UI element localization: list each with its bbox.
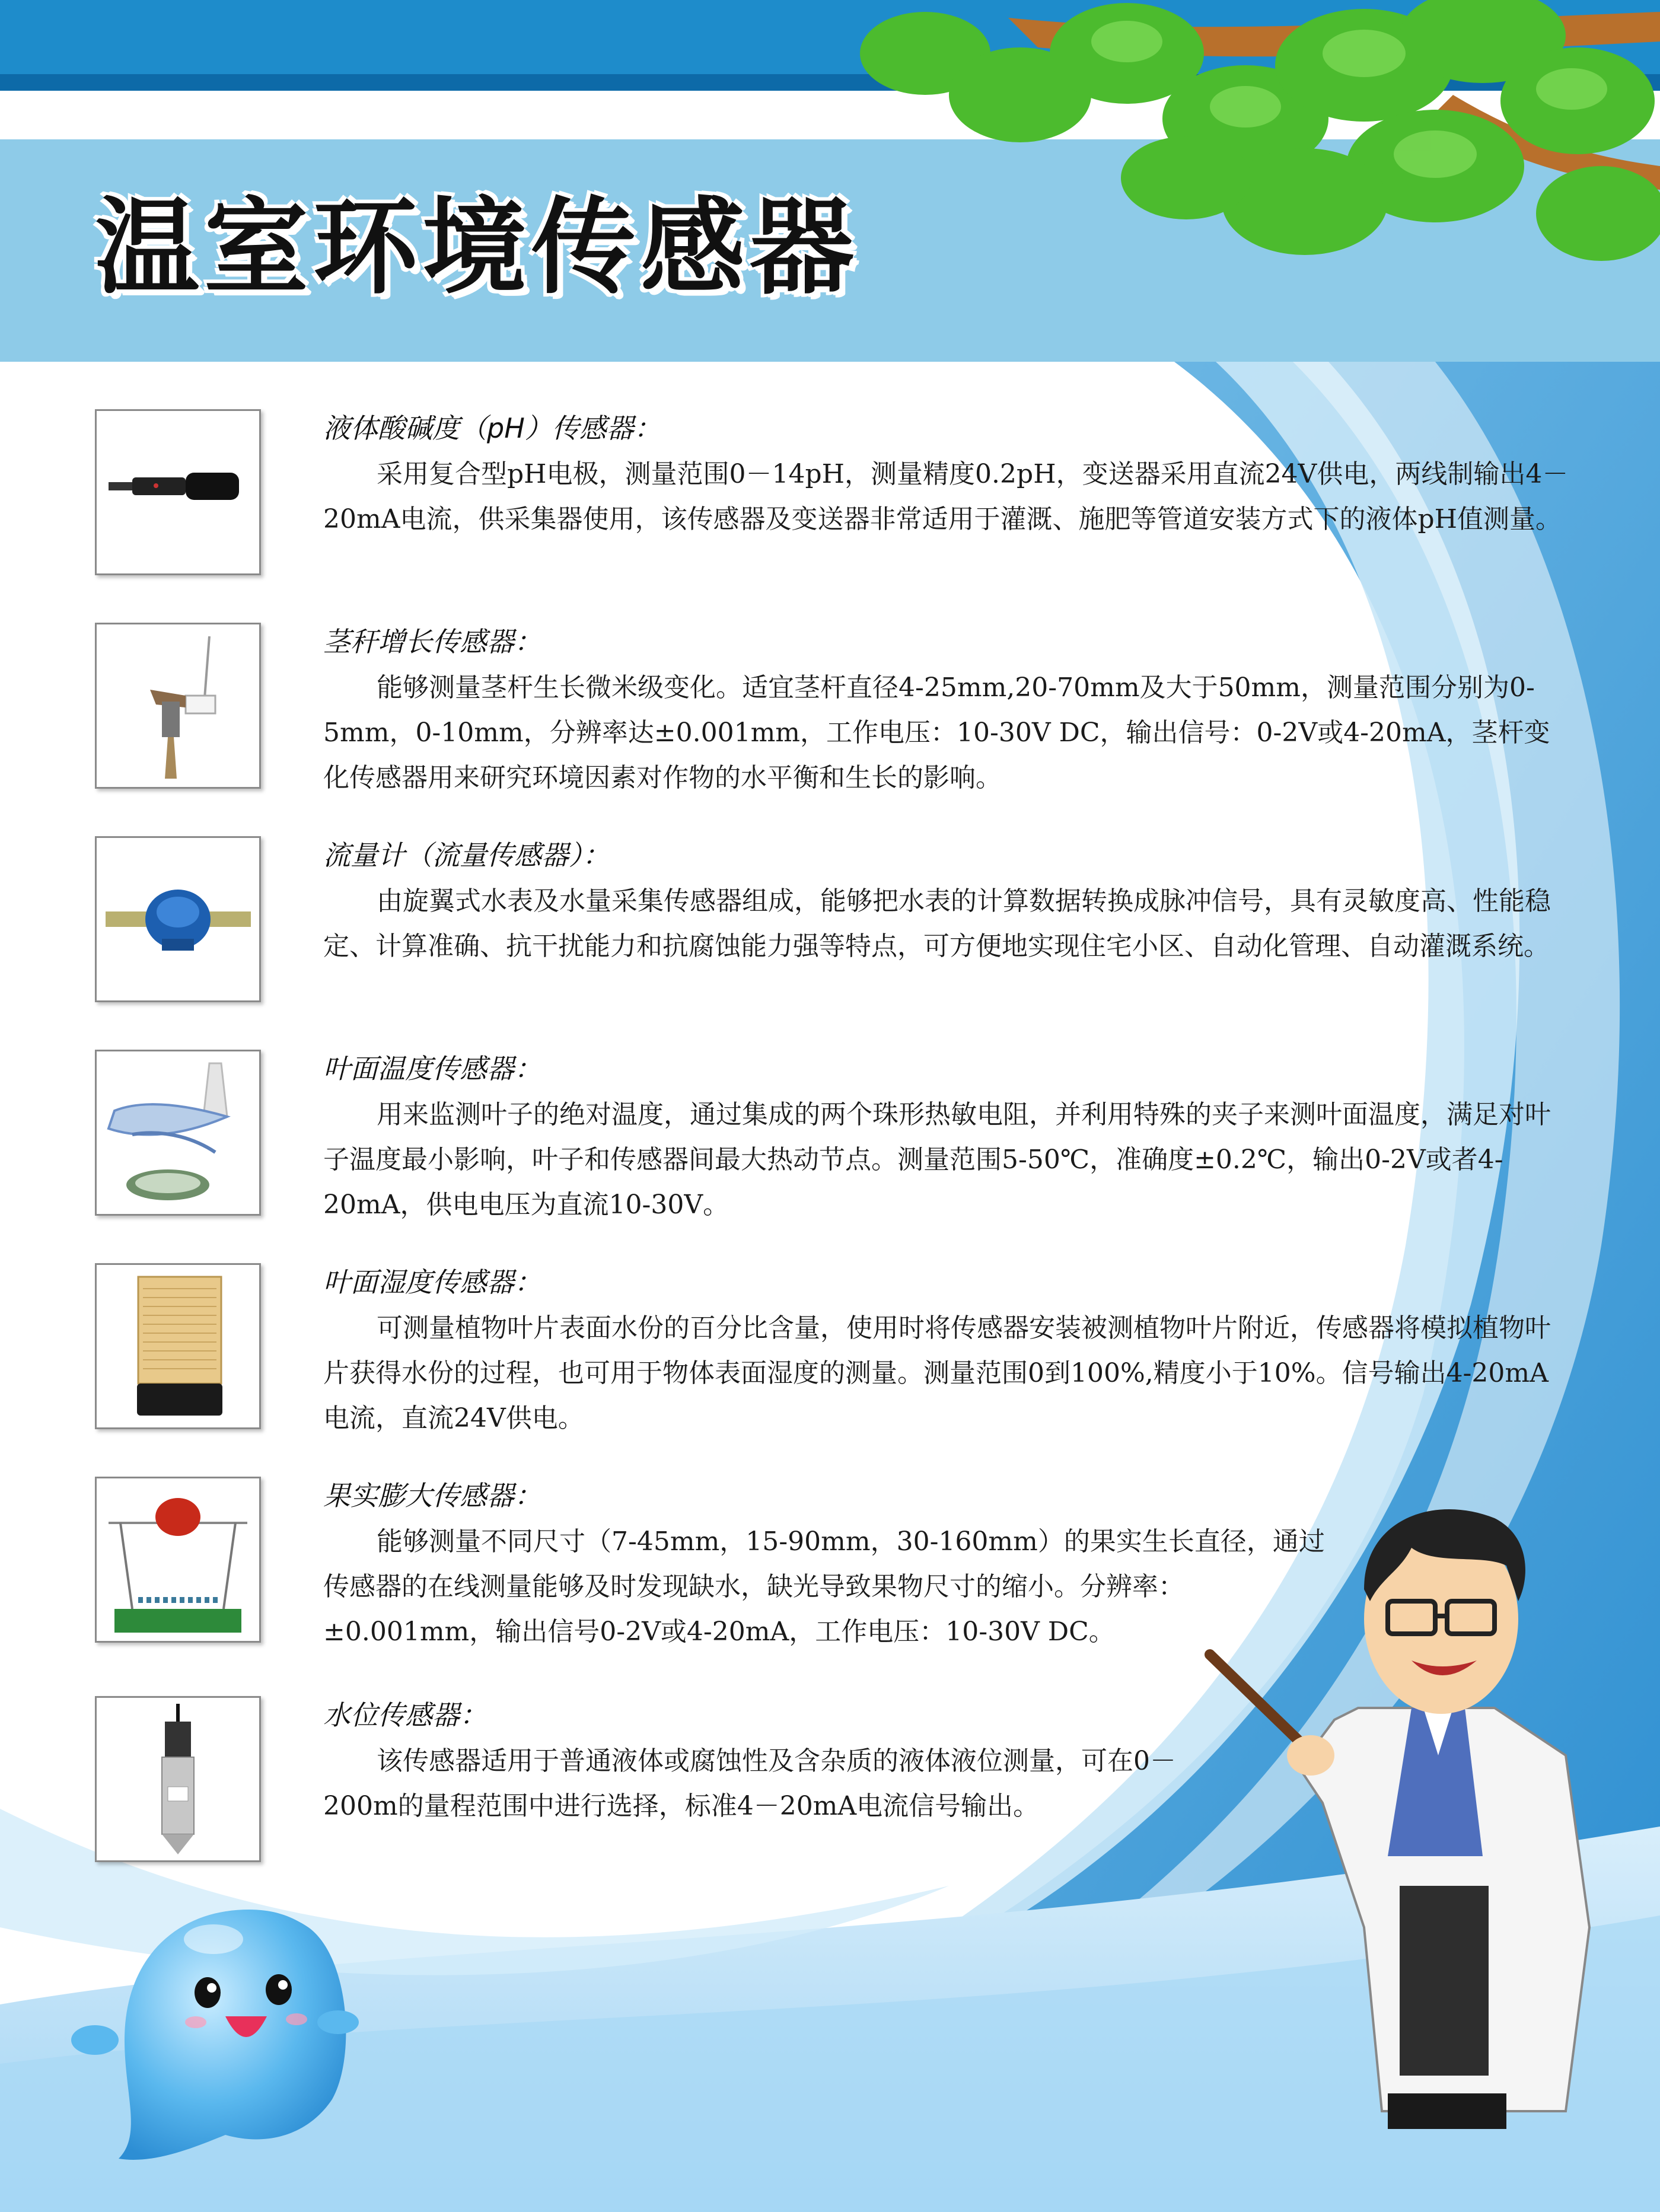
section-title: 液体酸碱度（pH）传感器： (323, 412, 661, 444)
ph-sensor-image (95, 409, 261, 575)
sensor-section-leaf-humidity (95, 1263, 1589, 1453)
section-body: 采用复合型pH电极，测量范围0－14pH，测量精度0.2pH，变送器采用直流24V供电，两线制输出4－20mA电流，供采集器使用，该传感器及变送器非常适用于灌溉、施肥等管道安装方式下的液体pH值测量。 (323, 459, 1569, 534)
page-title: 温室环境传感器 (95, 187, 859, 308)
section-title: 叶面湿度传感器： (323, 1266, 541, 1298)
section-body: 可测量植物叶片表面水份的百分比含量，使用时将传感器安装被测植物叶片附近，传感器将模拟植物叶片获得水份的过程，也可用于物体表面湿度的测量。测量范围0到100%,精度小于10%。信号输出4-20mA电流，直流24V供电。 (323, 1313, 1551, 1433)
section-title: 茎秆增长传感器： (323, 626, 541, 658)
section-title: 果实膨大传感器： (323, 1480, 541, 1512)
sensor-section-fruit (95, 1477, 1589, 1666)
leaf-humidity-sensor-image (95, 1263, 261, 1429)
sensor-section-leaf-temp (95, 1050, 1589, 1239)
water-level-sensor-image (95, 1696, 261, 1862)
section-body: 用来监测叶子的绝对温度，通过集成的两个珠形热敏电阻，并利用特殊的夹子来测叶面温度，满足对叶子温度最小影响，叶子和传感器间最大热动节点。测量范围5-50℃，准确度±0.2℃，输出0-2V或者4-20mA，供电电压为直流10-30V。 (323, 1099, 1551, 1220)
section-title: 流量计（流量传感器）： (323, 839, 610, 871)
stem-sensor-image (95, 623, 261, 789)
section-body: 能够测量不同尺寸（7-45mm，15-90mm，30-160mm）的果实生长直径，通过传感器的在线测量能够及时发现缺水，缺光导致果物尺寸的缩小。分辨率：±0.001mm，输出信号0-2V或4-20mA，工作电压：10-30V DC。 (323, 1526, 1325, 1647)
leaf-temperature-sensor-image (95, 1050, 261, 1216)
section-title: 叶面温度传感器： (323, 1053, 541, 1085)
flow-meter-image (95, 836, 261, 1002)
sensor-section-stem (95, 623, 1589, 812)
sensor-section-ph (95, 409, 1589, 599)
fruit-sensor-image (95, 1477, 261, 1643)
section-body: 由旋翼式水表及水量采集传感器组成，能够把水表的计算数据转换成脉冲信号，具有灵敏度高、性能稳定、计算准确、抗干扰能力和抗腐蚀能力强等特点，可方便地实现住宅小区、自动化管理、自动灌溉系统。 (323, 886, 1551, 961)
section-body: 能够测量茎杆生长微米级变化。适宜茎杆直径4-25mm,20-70mm及大于50mm，测量范围分别为0-5mm，0-10mm，分辨率达±0.001mm，工作电压：10-30V DC，输出信号：0-2V或4-20mA，茎杆变化传感器用来研究环境因素对作物的水平衡和生长的影响。 (323, 672, 1550, 793)
sensor-section-flow (95, 836, 1589, 1026)
section-body: 该传感器适用于普通液体或腐蚀性及含杂质的液体液位测量，可在0－200m的量程范围中进行选择，标准4－20mA电流信号输出。 (323, 1746, 1176, 1821)
section-title: 水位传感器： (323, 1699, 487, 1731)
sensor-section-water-level (95, 1696, 1589, 1886)
